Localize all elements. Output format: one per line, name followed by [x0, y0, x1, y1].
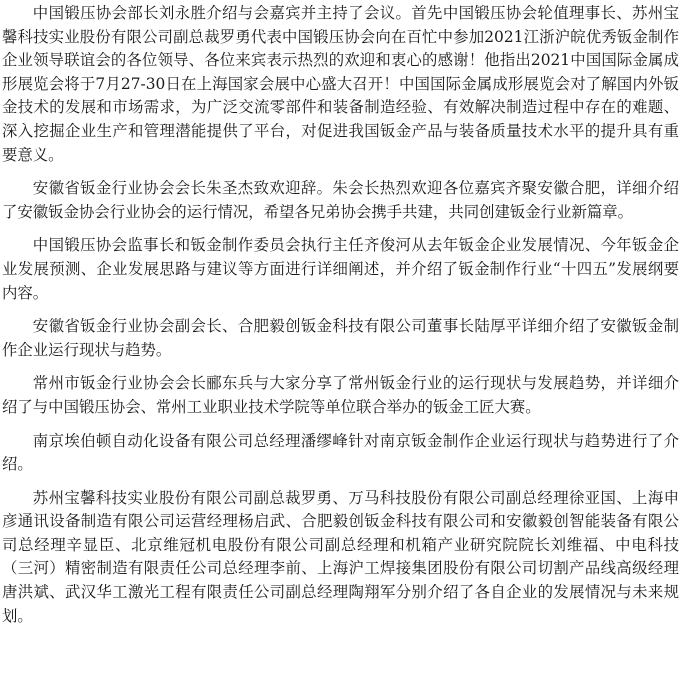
paragraph-company-reports: 苏州宝馨科技实业股份有限公司副总裁罗勇、万马科技股份有限公司副总经理徐亚国、上海申彦通讯设备制造有限公司运营经理杨启武、合肥毅创钣金科技有限公司和安徽毅创智能装备有限公司总经理辛显臣、北京维冠机电股份有限公司副总经理和机箱产业研究院院长刘维福、中电科技（三河）精密制造有限责任公司总经理李前、上海沪工焊接集团股份有限公司切割产品线高级经理唐洪斌、武汉华工激光工程有限责任公司副总经理陶翔军分别介绍了各自企业的发展情况与未来规划。 [2, 488, 679, 625]
paragraph-anhui-welcome: 安徽省钣金行业协会会长朱圣杰致欢迎辞。朱会长热烈欢迎各位嘉宾齐聚安徽合肥，详细介绍了安徽钣金协会行业协会的运行情况，希望各兄弟协会携手共建，共同创建钣金行业新篇章。 [2, 179, 679, 221]
paragraph-nanjing-status: 南京埃伯顿自动化设备有限公司总经理潘缪峰针对南京钣金制作企业运行现状与趋势进行了介绍。 [2, 431, 679, 474]
paragraph-industry-overview: 中国锻压协会监事长和钣金制作委员会执行主任齐俊河从去年钣金企业发展情况、今年钣金企业发展预测、企业发展思路与建议等方面进行详细阐述，并介绍了钣金制作行业“十四五”发展纲要内容。 [2, 236, 679, 302]
paragraph-meeting-opening: 中国锻压协会部长刘永胜介绍与会嘉宾并主持了会议。首先中国锻压协会轮值理事长、苏州宝馨科技实业股份有限公司副总裁罗勇代表中国锻压协会向在百忙中参加2021江浙沪皖优秀钣金制作企业领导联谊会的各位领导、各位来宾表示热烈的欢迎和衷心的感谢！他指出2021中国国际金属成形展览会将于7月27-30日在上海国家会展中心盛大召开！中国国际金属成形展览会对了解国内外钣金技术的发展和市场需求，为广泛交流零部件和装备制造经验、有效解决制造过程中存在的难题、深入挖掘企业生产和管理潜能提供了平台，对促进我国钣金产品与装备质量技术水平的提升具有重要意义。 [2, 4, 679, 164]
paragraph-anhui-status: 安徽省钣金行业协会副会长、合肥毅创钣金科技有限公司董事长陆厚平详细介绍了安徽钣金制作企业运行现状与趋势。 [2, 317, 679, 359]
paragraph-changzhou-status: 常州市钣金行业协会会长郦东兵与大家分享了常州钣金行业的运行现状与发展趋势，并详细介绍了与中国锻压协会、常州工业职业技术学院等单位联合举办的钣金工匠大赛。 [2, 374, 679, 416]
